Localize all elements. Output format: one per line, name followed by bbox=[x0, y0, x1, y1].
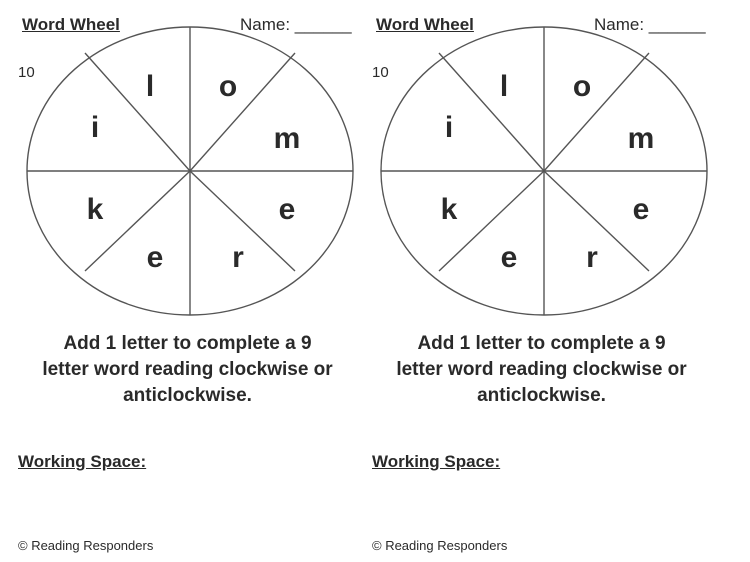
wheel-letter: e bbox=[500, 241, 518, 274]
instruction-line: letter word reading clockwise or bbox=[396, 359, 687, 380]
wheel-letter: e bbox=[278, 193, 296, 226]
word-wheel bbox=[0, 0, 375, 330]
wheel-letter: m bbox=[273, 122, 301, 155]
instructions bbox=[0, 331, 375, 409]
worksheet-right bbox=[354, 0, 729, 562]
wheel-letter: l bbox=[499, 70, 509, 103]
instruction-line: anticlockwise. bbox=[123, 385, 252, 406]
wheel-letter: o bbox=[572, 70, 592, 103]
word-wheel bbox=[354, 0, 729, 330]
wheel-letter: e bbox=[146, 241, 164, 274]
wheel-letter: i bbox=[444, 111, 454, 144]
working-space-label: Working Space: bbox=[18, 452, 147, 471]
puzzle-number: 10 bbox=[372, 64, 389, 81]
wheel-letter: i bbox=[90, 111, 100, 144]
wheel-letter: k bbox=[86, 193, 104, 226]
worksheet-title: Word Wheel bbox=[376, 15, 474, 34]
instruction-line: Add 1 letter to complete a 9 bbox=[417, 333, 666, 354]
name-field-label: Name: ______ bbox=[240, 15, 352, 34]
working-space-label: Working Space: bbox=[372, 452, 501, 471]
wheel-letter: o bbox=[218, 70, 238, 103]
wheel-letter: m bbox=[627, 122, 655, 155]
instruction-line: anticlockwise. bbox=[477, 385, 606, 406]
copyright-text: © Reading Responders bbox=[372, 538, 508, 553]
wheel-lines bbox=[381, 27, 707, 315]
copyright-text: © Reading Responders bbox=[18, 538, 154, 553]
instruction-line: letter word reading clockwise or bbox=[42, 359, 333, 380]
instructions bbox=[354, 331, 729, 409]
wheel-letter: k bbox=[440, 193, 458, 226]
wheel-letter: r bbox=[586, 241, 598, 274]
wheel-letter: r bbox=[232, 241, 244, 274]
wheel-lines bbox=[27, 27, 353, 315]
name-field-label: Name: ______ bbox=[594, 15, 706, 34]
wheel-letter: l bbox=[145, 70, 155, 103]
puzzle-number: 10 bbox=[18, 64, 35, 81]
instruction-line: Add 1 letter to complete a 9 bbox=[63, 333, 312, 354]
wheel-letter: e bbox=[632, 193, 650, 226]
worksheet-title: Word Wheel bbox=[22, 15, 120, 34]
